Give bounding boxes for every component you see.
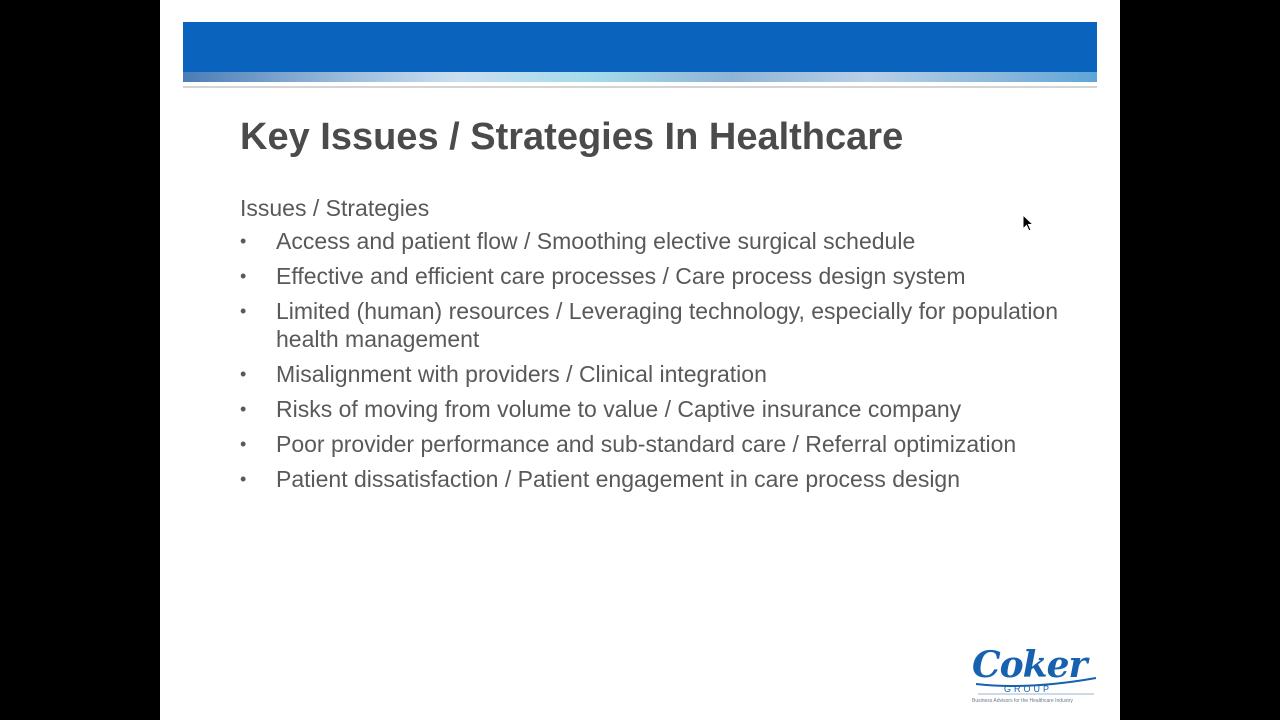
logo-group-text: GROUP (1004, 684, 1053, 694)
list-item (240, 297, 1070, 353)
list-item-text: Risks of moving from volume to value / Captive insurance company (276, 396, 962, 422)
list-item (240, 395, 1070, 423)
logo-wordmark: Coker (972, 644, 1087, 686)
issues-list (240, 227, 1070, 493)
header-rule (183, 86, 1097, 88)
slide (160, 0, 1120, 720)
list-item-text: Access and patient flow / Smoothing elective surgical schedule (276, 228, 916, 254)
slide-content (240, 194, 1070, 500)
bullet-icon: • (240, 469, 247, 489)
coker-group-logo (968, 644, 1100, 710)
mouse-pointer-icon (1022, 214, 1034, 232)
bullet-icon: • (240, 434, 247, 454)
bullet-icon: • (240, 364, 247, 384)
bullet-icon: • (240, 266, 247, 286)
list-item (240, 465, 1070, 493)
list-item (240, 262, 1070, 290)
logo-tagline: Business Advisors for the Healthcare Industry (972, 698, 1073, 704)
bullet-icon: • (240, 231, 247, 251)
header-bar (183, 22, 1097, 72)
list-item-text: Limited (human) resources / Leveraging technology, especially for population health management (276, 298, 1059, 352)
list-item (240, 430, 1070, 458)
list-item-text: Effective and efficient care processes / Care process design system (276, 263, 966, 289)
header-stripe (183, 72, 1097, 82)
bullet-icon: • (240, 301, 247, 321)
slide-title: Key Issues / Strategies In Healthcare (240, 116, 904, 158)
list-item-text: Patient dissatisfaction / Patient engagement in care process design (276, 466, 961, 492)
list-item (240, 227, 1070, 255)
list-item-text: Misalignment with providers / Clinical integration (276, 361, 767, 387)
slide-subhead: Issues / Strategies (240, 195, 430, 221)
list-item-text: Poor provider performance and sub-standard care / Referral optimization (276, 431, 1017, 457)
list-item (240, 360, 1070, 388)
bullet-icon: • (240, 399, 247, 419)
